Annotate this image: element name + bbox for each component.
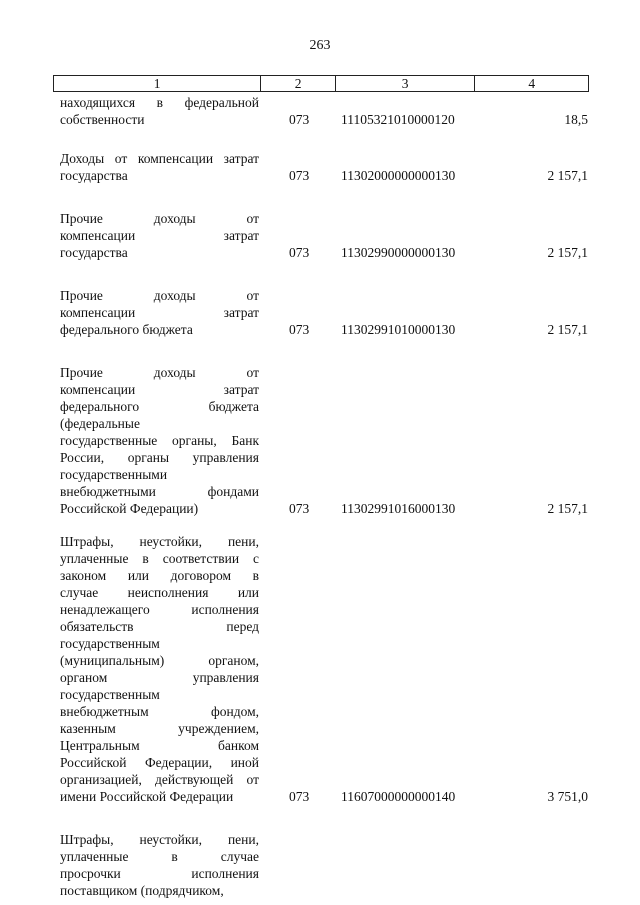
description-line: ненадлежащего исполнения [60,602,259,617]
description-line: Центральным банком [60,738,259,753]
header-col-2: 2 [260,76,335,91]
row-amount: 18,5 [564,112,588,127]
description-line: собственности [60,112,145,127]
description-line: Штрафы, неустойки, пени, [60,832,259,847]
row-description [60,831,259,899]
row-admin-code: 073 [289,789,310,804]
description-line: Штрафы, неустойки, пени, [60,534,259,549]
description-line: Прочие доходы от [60,288,259,303]
row-description [60,287,259,338]
description-line: казенным учреждением, [60,721,259,736]
description-line: государственным [60,636,160,651]
row-amount: 2 157,1 [547,245,588,260]
row-admin-code: 073 [289,501,310,516]
row-kbk-code: 11302991016000130 [341,501,456,516]
table-row [60,364,590,517]
row-kbk-code: 11302991010000130 [341,322,456,337]
description-line: государства [60,168,128,183]
description-line: России, органы управления [60,450,259,465]
header-col-1: 1 [153,76,161,91]
description-line: компенсации затрат [60,228,259,243]
table-header [53,75,589,92]
description-line: уплаченные в соответствии с [60,551,259,566]
row-description [60,533,259,805]
table-row [60,94,590,128]
row-kbk-code: 11302990000000130 [341,245,456,260]
row-description [60,150,259,184]
row-description [60,364,259,517]
description-line: Российской Федерации, иной [60,755,259,770]
row-amount: 2 157,1 [547,501,588,516]
description-line: государства [60,245,128,260]
description-line: Прочие доходы от [60,211,259,226]
description-line: имени Российской Федерации [60,789,234,804]
description-line: внебюджетными фондами [60,484,259,499]
description-line: органом управления [60,670,259,685]
header-col-4: 4 [474,76,588,91]
row-amount: 2 157,1 [547,322,588,337]
row-admin-code: 073 [289,245,310,260]
row-admin-code: 073 [289,112,310,127]
row-description [60,210,259,261]
header-col-3: 3 [335,76,474,91]
description-line: Доходы от компенсации затрат [60,151,259,166]
description-line: (федеральные [60,416,140,431]
row-kbk-code: 11607000000000140 [341,789,456,804]
description-line: просрочки исполнения [60,866,259,881]
table-row [60,831,590,899]
description-line: обязательств перед [60,619,259,634]
description-line: государственные органы, Банк [60,433,259,448]
description-line: компенсации затрат [60,382,259,397]
description-line: Прочие доходы от [60,365,259,380]
row-amount: 3 751,0 [547,789,588,804]
row-description [60,94,259,128]
table-row [60,287,590,338]
table-row [60,150,590,184]
row-kbk-code: 11302000000000130 [341,168,456,183]
description-line: федерального бюджета [60,399,259,414]
description-line: находящихся в федеральной [60,95,259,110]
description-line: компенсации затрат [60,305,259,320]
description-line: поставщиком (подрядчиком, [60,883,224,898]
description-line: федерального бюджета [60,322,193,337]
description-line: организацией, действующей от [60,772,259,787]
description-line: уплаченные в случае [60,849,259,864]
description-line: законом или договором в [60,568,259,583]
table-row [60,210,590,261]
description-line: внебюджетным фондом, [60,704,259,719]
description-line: Российской Федерации) [60,501,199,516]
page-number: 263 [309,38,331,53]
description-line: случае неисполнения или [60,585,259,600]
row-amount: 2 157,1 [547,168,588,183]
row-admin-code: 073 [289,168,310,183]
description-line: государственным [60,687,160,702]
table-body [60,94,590,899]
row-admin-code: 073 [289,322,310,337]
table-row [60,533,590,805]
description-line: (муниципальным) органом, [60,653,259,668]
description-line: государственными [60,467,168,482]
row-kbk-code: 11105321010000120 [341,112,455,127]
